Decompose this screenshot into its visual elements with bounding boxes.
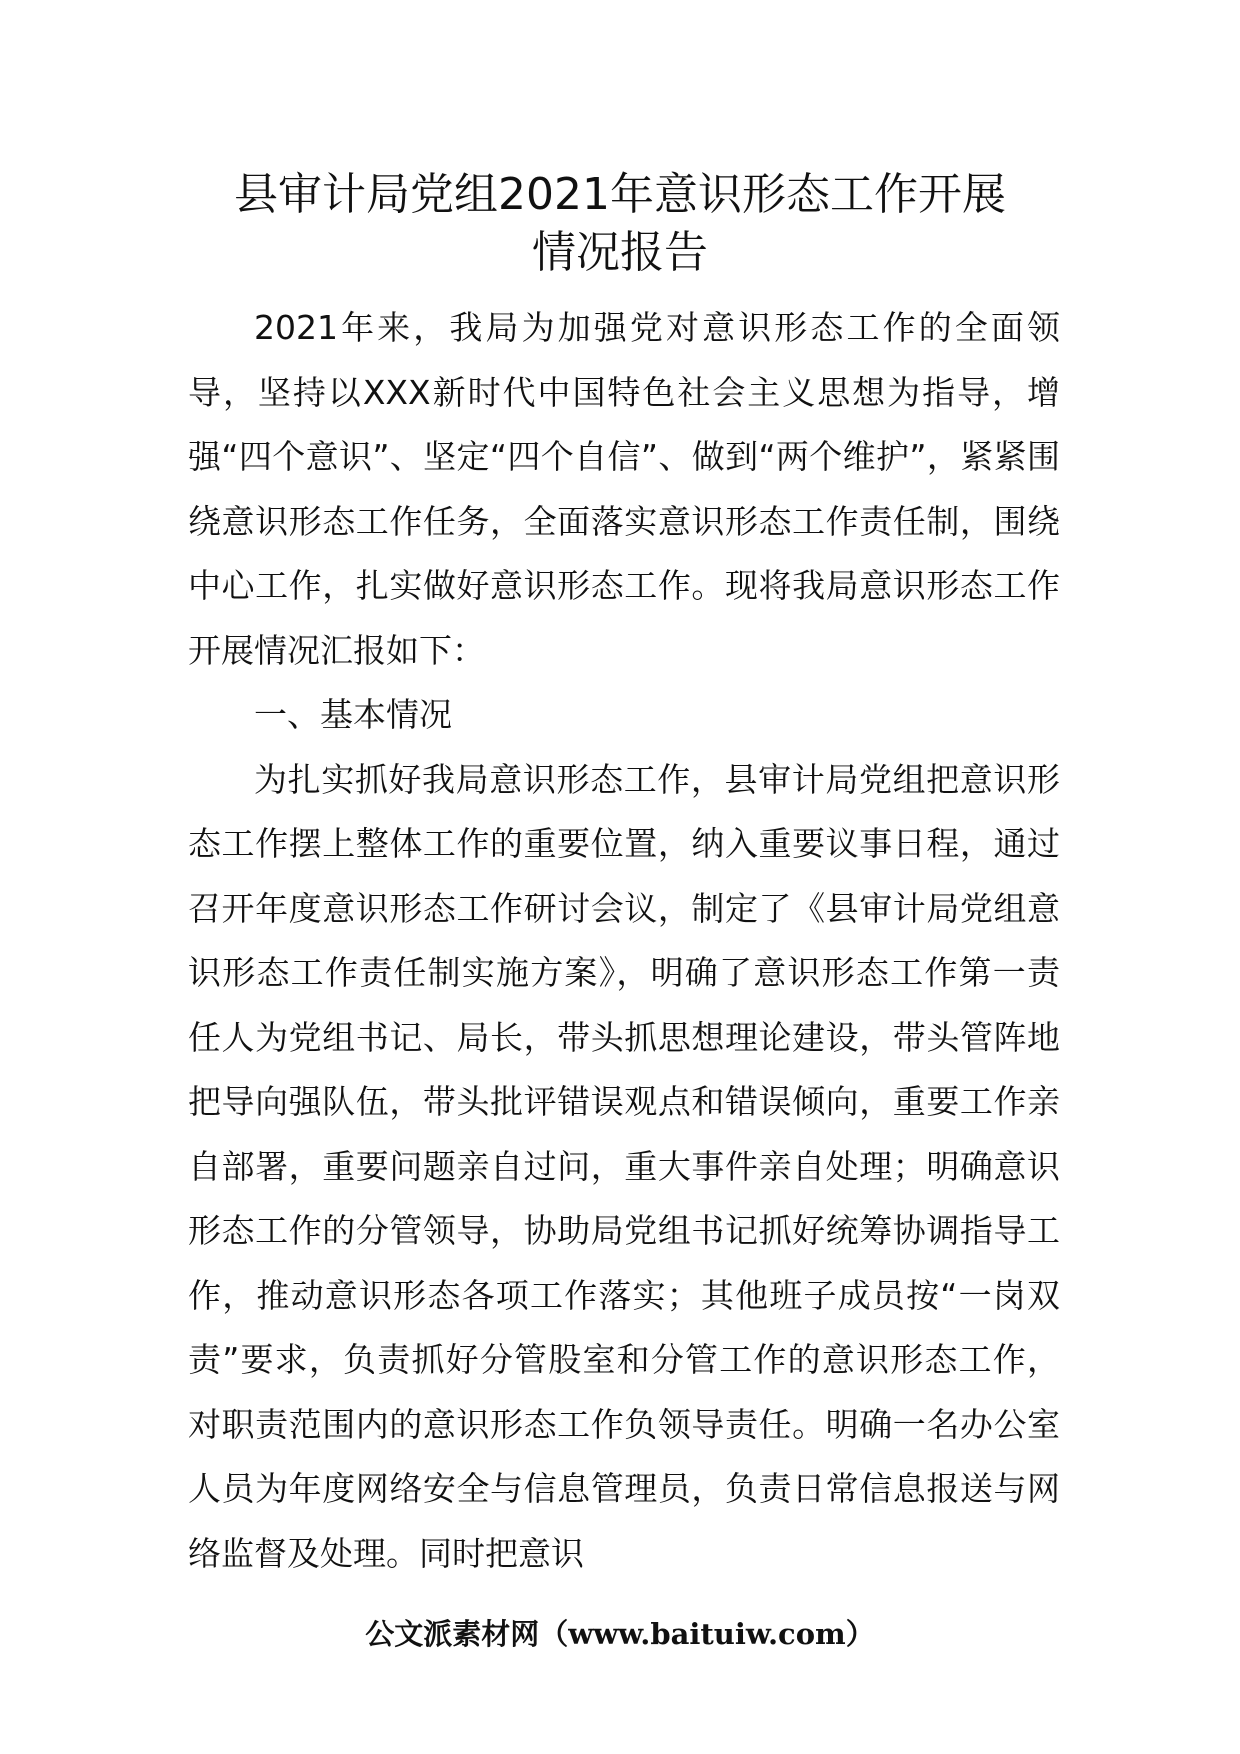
basic-situation-paragraph: 为扎实抓好我局意识形态工作，县审计局党组把意识形态工作摆上整体工作的重要位置，纳入重要议事日程，通过召开年度意识形态工作研讨会议，制定了《县审计局党组意识形态工作责任制实施方案》，明确了意识形态工作第一责任人为党组书记、局长，带头抓思想理论建设，带头管阵地把导向强队伍，带头批评错误观点和错误倾向，重要工作亲自部署，重要问题亲自过问，重大事件亲自处理；明确意识形态工作的分管领导，协助局党组书记抓好统筹协调指导工作，推动意识形态各项工作落实；其他班子成员按“一岗双责”要求，负责抓好分管股室和分管工作的意识形态工作，对职责范围内的意识形态工作负领导责任。明确一名办公室人员为年度网络安全与信息管理员，负责日常信息报送与网络监督及处理。同时把意识 [188, 759, 1060, 1573]
document-body [188, 296, 1060, 1586]
document-title [150, 166, 1090, 282]
source-footer: 公文派素材网（www.baituiw.com） [365, 1617, 875, 1651]
title-line-1: 县审计局党组2021年意识形态工作开展 [234, 169, 1006, 220]
section-heading-basic-situation: 一、基本情况 [254, 695, 452, 734]
title-line-2: 情况报告 [532, 227, 708, 278]
intro-paragraph: 2021年来，我局为加强党对意识形态工作的全面领导，坚持以XXX新时代中国特色社会主义思想为指导，增强“四个意识”、坚定“四个自信”、做到“两个维护”，紧紧围绕意识形态工作任务，全面落实意识形态工作责任制，围绕中心工作，扎实做好意识形态工作。现将我局意识形态工作开展情况汇报如下： [188, 308, 1060, 670]
